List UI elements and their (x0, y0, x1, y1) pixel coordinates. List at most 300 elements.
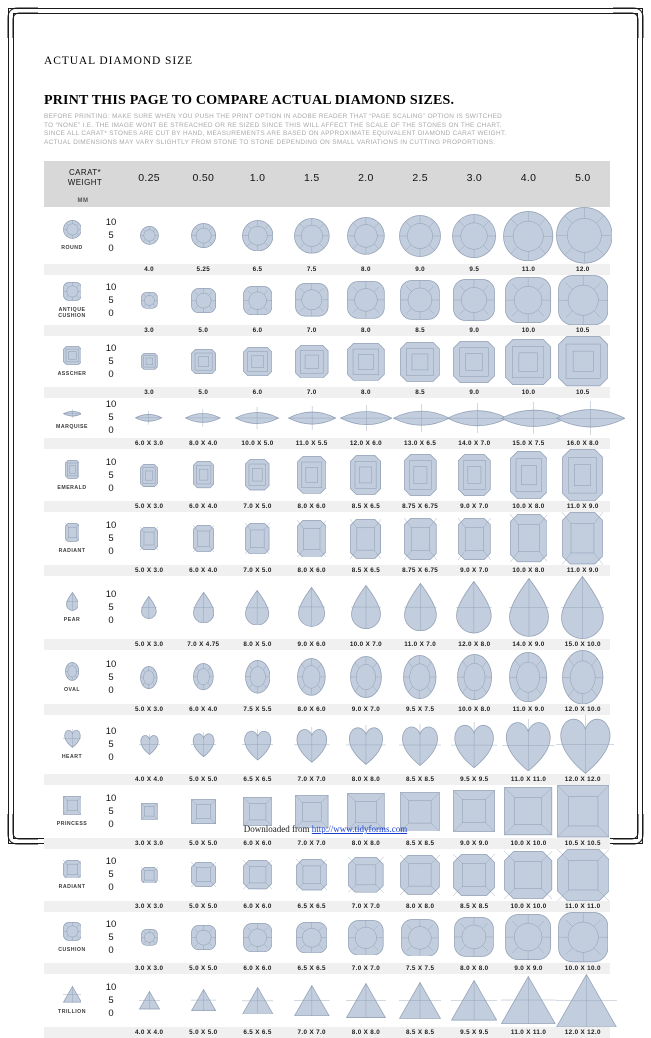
dimension-value: 6.0 (230, 325, 284, 336)
dimension-value: 10.0 X 5.0 (230, 438, 284, 449)
diamond-cell[interactable] (339, 849, 393, 902)
diamond-cell[interactable] (285, 849, 339, 902)
dimension-value: 12.0 X 10.0 (556, 704, 610, 715)
diamond-cell[interactable] (556, 449, 610, 502)
dimensions-row (44, 501, 610, 512)
dimension-value: 15.0 X 10.0 (556, 639, 610, 650)
dimension-value: 11.0 X 7.0 (393, 639, 447, 650)
diamond-cell[interactable] (122, 398, 176, 438)
dimension-value: 5.0 X 5.0 (176, 963, 230, 974)
mm-unit-spacer (339, 195, 393, 207)
diamond-cell[interactable] (447, 715, 501, 774)
footer (0, 824, 651, 834)
axis-tick: 10 (105, 399, 117, 411)
mm-axis (100, 974, 122, 1028)
diamond-cell[interactable] (339, 275, 393, 325)
table-row (44, 207, 610, 264)
diamond-cell[interactable] (230, 715, 284, 774)
dimension-value: 5.0 X 3.0 (122, 704, 176, 715)
diamond-cell[interactable] (556, 576, 610, 639)
dimension-value: 14.0 X 9.0 (501, 639, 555, 650)
mm-axis (100, 715, 122, 774)
dimension-value: 11.0 X 11.0 (501, 774, 555, 785)
dimension-value: 10.0 X 8.0 (501, 565, 555, 576)
diamond-cell[interactable] (122, 576, 176, 639)
dimension-value: 9.0 (393, 264, 447, 275)
mm-unit-spacer (122, 195, 176, 207)
dimension-value: 7.0 X 5.0 (230, 501, 284, 512)
dimension-value: 15.0 X 7.5 (501, 438, 555, 449)
dimension-value: 11.0 X 9.0 (556, 501, 610, 512)
shape-name: HEART (61, 754, 83, 761)
diamond-cell[interactable] (285, 336, 339, 386)
dimension-value: 10.0 (501, 387, 555, 398)
table-row (44, 336, 610, 386)
mm-axis (100, 336, 122, 386)
mm-axis (100, 849, 122, 902)
diamond-cell[interactable] (393, 715, 447, 774)
diamond-cell[interactable] (501, 650, 555, 705)
shape-name: MARQUISE (56, 424, 88, 431)
diamond-cell[interactable] (230, 449, 284, 502)
dimension-value: 7.0 X 7.0 (285, 838, 339, 849)
dimension-value: 7.0 X 7.0 (339, 901, 393, 912)
dimension-value: 7.5 (285, 264, 339, 275)
dimension-value: 10.5 (556, 325, 610, 336)
diamond-cell[interactable] (339, 207, 393, 264)
dimension-value: 11.0 X 11.0 (501, 1027, 555, 1038)
diamond-cell[interactable] (447, 912, 501, 962)
diamond-cell[interactable] (501, 449, 555, 502)
diamond-cell[interactable] (447, 650, 501, 705)
diamond-cell[interactable] (339, 449, 393, 502)
dimension-value: 10.0 X 7.0 (339, 639, 393, 650)
dimension-value: 6.0 X 4.0 (176, 704, 230, 715)
dimension-value: 7.0 X 7.0 (339, 963, 393, 974)
axis-tick: 5 (108, 931, 114, 943)
axis-tick: 0 (108, 752, 114, 764)
diamond-cell[interactable] (285, 512, 339, 565)
dimension-value: 8.0 X 5.0 (230, 639, 284, 650)
dimension-value: 7.0 X 4.75 (176, 639, 230, 650)
dimension-value: 8.0 X 8.0 (447, 963, 501, 974)
diamond-cell[interactable] (176, 275, 230, 325)
column-header-carat: 1.5 (285, 161, 339, 195)
mm-unit-spacer (447, 195, 501, 207)
diamond-cell[interactable] (501, 849, 555, 902)
radiant-diamond-icon (44, 523, 100, 547)
table-row (44, 398, 610, 438)
dimension-value: 5.0 X 5.0 (176, 901, 230, 912)
diamond-cell[interactable] (556, 912, 610, 962)
diamond-cell[interactable] (176, 398, 230, 438)
table-row (44, 974, 610, 1028)
dimensions-row-spacer (44, 639, 122, 650)
dimension-value: 3.0 (122, 387, 176, 398)
dimension-value: 8.0 (339, 264, 393, 275)
dimensions-row-spacer (44, 438, 122, 449)
diamond-cell[interactable] (339, 336, 393, 386)
diamond-cell[interactable] (230, 576, 284, 639)
dimension-value: 6.5 X 6.5 (285, 963, 339, 974)
dimension-value: 16.0 X 8.0 (556, 438, 610, 449)
dimension-value: 14.0 X 7.0 (447, 438, 501, 449)
shape-name: OVAL (63, 686, 81, 693)
mm-unit-spacer (285, 195, 339, 207)
diamond-cell[interactable] (447, 576, 501, 639)
diamond-cell[interactable] (447, 398, 501, 438)
dimension-value: 4.0 X 4.0 (122, 774, 176, 785)
dimension-value: 12.0 X 12.0 (556, 774, 610, 785)
diamond-cell[interactable] (285, 207, 339, 264)
diamond-cell[interactable] (501, 398, 555, 438)
diamond-cell[interactable] (285, 912, 339, 962)
axis-tick: 0 (108, 818, 114, 830)
table-row (44, 912, 610, 962)
diamond-cell[interactable] (122, 650, 176, 705)
dimension-value: 7.0 X 7.0 (285, 1027, 339, 1038)
antique-cushion-diamond-icon (44, 282, 100, 306)
dimension-value: 9.0 (447, 325, 501, 336)
diamond-cell[interactable] (501, 275, 555, 325)
column-header-carat: 0.25 (122, 161, 176, 195)
mm-unit-label: MM (44, 195, 122, 207)
dimension-value: 10.0 X 10.0 (501, 901, 555, 912)
dimension-value: 12.0 X 6.0 (339, 438, 393, 449)
diamond-cell[interactable] (556, 715, 610, 774)
diamond-cell[interactable] (230, 974, 284, 1028)
mm-unit-spacer (393, 195, 447, 207)
shape-name: ROUND (61, 245, 83, 252)
shape-name: TRILLION (58, 1008, 86, 1015)
shape-name: ANTIQUE CUSHION (58, 306, 86, 319)
axis-tick: 5 (108, 994, 114, 1006)
diamond-cell[interactable] (285, 275, 339, 325)
diamond-cell[interactable] (393, 512, 447, 565)
diamond-cell[interactable] (230, 275, 284, 325)
dimensions-row-spacer (44, 501, 122, 512)
axis-tick: 10 (105, 726, 117, 738)
dimension-value: 6.5 X 6.5 (230, 774, 284, 785)
diamond-cell[interactable] (501, 576, 555, 639)
dimensions-row (44, 1027, 610, 1038)
diamond-cell[interactable] (447, 336, 501, 386)
diamond-cell[interactable] (447, 974, 501, 1028)
trillion-diamond-icon (44, 986, 100, 1008)
diamond-cell[interactable] (447, 449, 501, 502)
diamond-cell[interactable] (339, 512, 393, 565)
diamond-cell[interactable] (393, 912, 447, 962)
diamond-cell[interactable] (285, 715, 339, 774)
dimensions-row-spacer (44, 901, 122, 912)
diamond-cell[interactable] (556, 974, 610, 1028)
dimension-value: 8.0 X 8.0 (339, 838, 393, 849)
dimension-value: 3.0 (122, 325, 176, 336)
dimension-value: 7.0 X 5.0 (230, 565, 284, 576)
diamond-cell[interactable] (339, 974, 393, 1028)
footer-prefix: Downloaded from (243, 824, 312, 834)
dimension-value: 9.0 X 7.0 (339, 704, 393, 715)
printing-note-line: BEFORE PRINTING: MAKE SURE WHEN YOU PUSH THE PRINT OPTION IN ADOBE READER THAT “PAGE SCALING” OPTION IS SWITCHED (44, 113, 503, 120)
printing-note-line: SINCE ALL CARAT* STONES ARE CUT BY HAND, MEASUREMENTS ARE BASED ON APPROXIMATE EQUIVALENT DIAMOND CARAT WEIGHT. (44, 130, 507, 138)
diamond-cell[interactable] (556, 398, 610, 438)
diamond-cell[interactable] (556, 275, 610, 325)
dimension-value: 11.0 X 9.0 (556, 565, 610, 576)
dimension-value: 13.0 X 6.5 (393, 438, 447, 449)
dimension-value: 8.0 X 8.0 (339, 774, 393, 785)
diamond-cell[interactable] (176, 207, 230, 264)
diamond-cell[interactable] (230, 207, 284, 264)
diamond-cell[interactable] (393, 974, 447, 1028)
diamond-size-table (44, 161, 610, 1038)
diamond-cell[interactable] (176, 449, 230, 502)
diamond-cell[interactable] (447, 275, 501, 325)
table-header (44, 161, 610, 195)
page-title: ACTUAL DIAMOND SIZE (44, 55, 193, 67)
dimension-value: 9.0 X 6.0 (285, 639, 339, 650)
dimension-value: 3.0 X 3.0 (122, 963, 176, 974)
axis-tick: 10 (105, 343, 117, 355)
shape-label-cell (44, 449, 100, 502)
diamond-cell[interactable] (339, 650, 393, 705)
dimensions-row (44, 901, 610, 912)
carat-weight-header (44, 161, 122, 195)
shape-name: PRINCESS (56, 820, 88, 827)
diamond-cell[interactable] (122, 912, 176, 962)
diamond-cell[interactable] (122, 715, 176, 774)
dimension-value: 7.5 X 5.5 (230, 704, 284, 715)
mm-axis (100, 275, 122, 325)
dimensions-row (44, 639, 610, 650)
table-row (44, 849, 610, 902)
dimension-value: 8.5 X 8.5 (393, 838, 447, 849)
diamond-cell[interactable] (285, 974, 339, 1028)
diamond-cell[interactable] (122, 207, 176, 264)
corner-ornament-top-left (6, 6, 40, 40)
dimensions-row (44, 387, 610, 398)
dimension-value: 8.5 X 8.5 (393, 774, 447, 785)
diamond-cell[interactable] (176, 512, 230, 565)
diamond-cell[interactable] (501, 336, 555, 386)
diamond-cell[interactable] (556, 849, 610, 902)
dimension-value: 6.0 X 6.0 (230, 963, 284, 974)
dimension-value: 5.25 (176, 264, 230, 275)
diamond-cell[interactable] (230, 512, 284, 565)
dimension-value: 6.5 (230, 264, 284, 275)
column-header-carat: 1.0 (230, 161, 284, 195)
dimension-value: 6.0 X 6.0 (230, 838, 284, 849)
axis-tick: 10 (105, 520, 117, 532)
dimensions-row-spacer (44, 963, 122, 974)
diamond-cell[interactable] (176, 576, 230, 639)
diamond-cell[interactable] (393, 449, 447, 502)
dimension-value: 8.5 X 8.5 (393, 1027, 447, 1038)
diamond-cell[interactable] (339, 912, 393, 962)
diamond-cell[interactable] (393, 336, 447, 386)
diamond-cell[interactable] (230, 336, 284, 386)
dimension-value: 8.5 (393, 387, 447, 398)
dimension-value: 7.0 (285, 387, 339, 398)
dimensions-row (44, 838, 610, 849)
diamond-cell[interactable] (176, 849, 230, 902)
dimension-value: 9.5 (447, 264, 501, 275)
diamond-cell[interactable] (501, 912, 555, 962)
axis-tick: 5 (108, 671, 114, 683)
dimension-value: 12.0 (556, 264, 610, 275)
column-header-carat: 0.50 (176, 161, 230, 195)
shape-label-cell (44, 715, 100, 774)
dimension-value: 12.0 X 12.0 (556, 1027, 610, 1038)
diamond-cell[interactable] (285, 449, 339, 502)
dimension-value: 5.0 X 3.0 (122, 639, 176, 650)
axis-tick: 0 (108, 369, 114, 381)
princess-diamond-icon (44, 796, 100, 820)
diamond-cell[interactable] (176, 974, 230, 1028)
dimension-value: 9.0 X 9.0 (501, 963, 555, 974)
dimension-value: 10.0 X 10.0 (556, 963, 610, 974)
diamond-cell[interactable] (393, 650, 447, 705)
diamond-cell[interactable] (122, 512, 176, 565)
dimension-value: 5.0 X 5.0 (176, 1027, 230, 1038)
diamond-cell[interactable] (556, 650, 610, 705)
shape-label-cell (44, 398, 100, 438)
axis-tick: 5 (108, 533, 114, 545)
shape-label-cell (44, 650, 100, 705)
dimension-value: 7.5 X 7.5 (393, 963, 447, 974)
diamond-cell[interactable] (230, 650, 284, 705)
column-header-carat: 3.0 (447, 161, 501, 195)
diamond-cell[interactable] (393, 398, 447, 438)
dimension-value: 6.5 X 6.5 (230, 1027, 284, 1038)
diamond-cell[interactable] (339, 576, 393, 639)
shape-label-cell (44, 576, 100, 639)
diamond-cell[interactable] (285, 398, 339, 438)
diamond-cell[interactable] (176, 336, 230, 386)
diamond-cell[interactable] (285, 576, 339, 639)
axis-tick: 10 (105, 856, 117, 868)
carat-weight-header-line2: WEIGHT (67, 178, 103, 188)
diamond-cell[interactable] (176, 912, 230, 962)
dimension-value: 6.0 X 3.0 (122, 438, 176, 449)
dimension-value: 3.0 X 3.0 (122, 901, 176, 912)
corner-ornament-top-right (611, 6, 645, 40)
mm-unit-spacer (501, 195, 555, 207)
diamond-cell[interactable] (501, 512, 555, 565)
dimensions-row (44, 704, 610, 715)
column-header-carat: 4.0 (501, 161, 555, 195)
diamond-cell[interactable] (447, 849, 501, 902)
diamond-cell[interactable] (122, 974, 176, 1028)
diamond-cell[interactable] (556, 336, 610, 386)
diamond-cell[interactable] (501, 974, 555, 1028)
dimension-value: 9.5 X 7.5 (393, 704, 447, 715)
diamond-cell[interactable] (393, 576, 447, 639)
axis-tick: 0 (108, 307, 114, 319)
dimensions-row-spacer (44, 565, 122, 576)
pear-diamond-icon (44, 592, 100, 616)
shape-label-cell (44, 849, 100, 902)
dimension-value: 5.0 (176, 387, 230, 398)
dimension-value: 10.0 X 8.0 (447, 704, 501, 715)
diamond-cell[interactable] (122, 849, 176, 902)
diamond-cell[interactable] (447, 512, 501, 565)
carat-weight-header-line1: CARAT* (68, 168, 102, 178)
axis-tick: 0 (108, 944, 114, 956)
diamond-cell[interactable] (230, 849, 284, 902)
diamond-cell[interactable] (447, 207, 501, 264)
diamond-cell[interactable] (556, 207, 610, 264)
table-row (44, 275, 610, 325)
axis-tick: 5 (108, 869, 114, 881)
dimension-value: 8.5 X 6.5 (339, 501, 393, 512)
printing-note-line: ACTUAL DIMENSIONS MAY VARY SLIGHTLY FROM STONE TO STONE DEPENDING ON SMALL VARIATIONS IN CUTTING PROPORTIONS. (44, 138, 496, 146)
diamond-cell[interactable] (339, 715, 393, 774)
shape-label-cell (44, 207, 100, 264)
asscher-diamond-icon (44, 346, 100, 370)
dimension-value: 12.0 X 8.0 (447, 639, 501, 650)
diamond-cell[interactable] (393, 849, 447, 902)
table-row (44, 512, 610, 565)
dimensions-row-spacer (44, 1027, 122, 1038)
tidyforms-link[interactable]: http://www.tidyforms.com (311, 824, 408, 834)
mm-unit-spacer (556, 195, 610, 207)
shape-label-cell (44, 974, 100, 1028)
diamond-cell[interactable] (122, 336, 176, 386)
axis-tick: 10 (105, 456, 117, 468)
dimension-value: 6.0 (230, 387, 284, 398)
marquise-diamond-icon (44, 405, 100, 423)
dimensions-row-spacer (44, 264, 122, 275)
dimensions-row (44, 774, 610, 785)
diamond-cell[interactable] (122, 275, 176, 325)
dimensions-row (44, 264, 610, 275)
diamond-cell[interactable] (122, 449, 176, 502)
dimension-value: 8.0 X 4.0 (176, 438, 230, 449)
axis-tick: 0 (108, 546, 114, 558)
dimension-value: 7.0 X 7.0 (285, 774, 339, 785)
dimension-value: 5.0 X 3.0 (122, 565, 176, 576)
diamond-cell[interactable] (176, 715, 230, 774)
dimension-value: 7.0 (285, 325, 339, 336)
table-row (44, 650, 610, 705)
diamond-cell[interactable] (501, 207, 555, 264)
axis-tick: 5 (108, 230, 114, 242)
dimension-value: 4.0 (122, 264, 176, 275)
axis-tick: 10 (105, 981, 117, 993)
axis-tick: 0 (108, 614, 114, 626)
diamond-cell[interactable] (285, 650, 339, 705)
dimension-value: 4.0 X 4.0 (122, 1027, 176, 1038)
diamond-cell[interactable] (339, 398, 393, 438)
diamond-cell[interactable] (230, 398, 284, 438)
axis-tick: 0 (108, 1007, 114, 1019)
diamond-cell[interactable] (393, 275, 447, 325)
diamond-cell[interactable] (393, 207, 447, 264)
dimension-value: 6.0 X 6.0 (230, 901, 284, 912)
dimension-value: 10.0 (501, 325, 555, 336)
dimensions-row-spacer (44, 387, 122, 398)
diamond-cell[interactable] (556, 512, 610, 565)
diamond-cell[interactable] (230, 912, 284, 962)
dimension-value: 8.0 X 6.0 (285, 501, 339, 512)
dimension-value: 9.0 X 7.0 (447, 565, 501, 576)
mm-unit-spacer (230, 195, 284, 207)
heart-diamond-icon (44, 729, 100, 753)
mm-axis (100, 650, 122, 705)
diamond-cell[interactable] (176, 650, 230, 705)
diamond-cell[interactable] (501, 715, 555, 774)
axis-tick: 0 (108, 243, 114, 255)
